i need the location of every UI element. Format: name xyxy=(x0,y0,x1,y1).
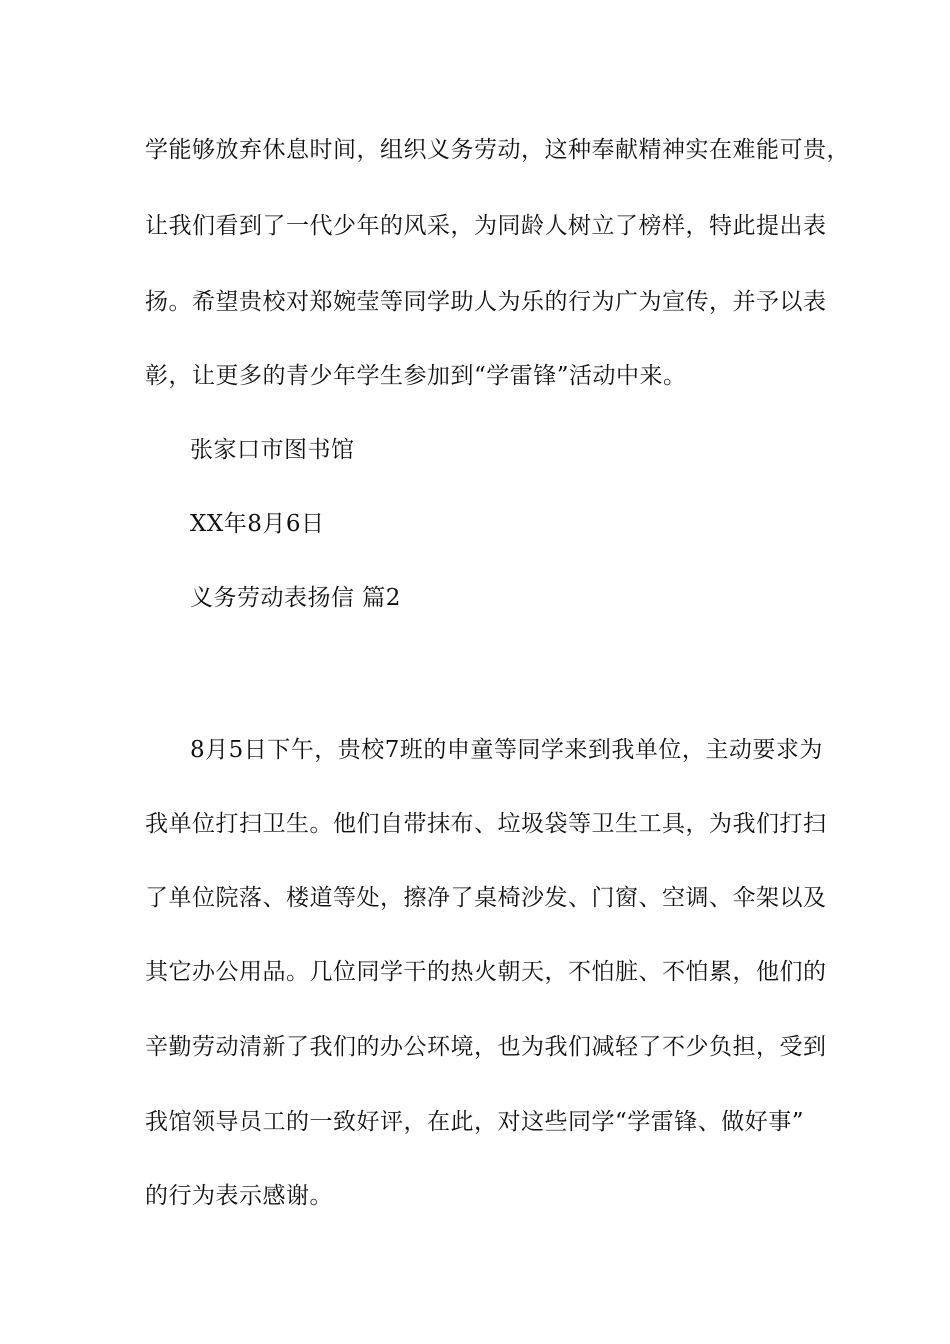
section-title: 义务劳动表扬信 篇2 xyxy=(190,585,401,611)
paragraph-2-line-5: 辛勤劳动清新了我们的办公环境，也为我们减轻了不少负担，受到 xyxy=(145,1034,827,1060)
paragraph-1-line-3: 扬。希望贵校对郑婉莹等同学助人为乐的行为广为宣传，并予以表 xyxy=(145,289,827,315)
paragraph-1-line-1: 学能够放弃休息时间，组织义务劳动，这种奉献精神实在难能可贵， xyxy=(145,137,850,163)
paragraph-2-line-6: 我馆领导员工的一致好评，在此，对这些同学“学雷锋、做好事” xyxy=(145,1109,805,1135)
paragraph-1-line-2: 让我们看到了一代少年的风采，为同龄人树立了榜样，特此提出表 xyxy=(145,213,827,239)
paragraph-2-line-2: 我单位打扫卫生。他们自带抹布、垃圾袋等卫生工具，为我们打扫 xyxy=(145,811,827,837)
signature-date: XX年8月6日 xyxy=(190,511,325,537)
signature-organization: 张家口市图书馆 xyxy=(190,437,355,463)
paragraph-2-line-1: 8月5日下午，贵校7班的申童等同学来到我单位，主动要求为 xyxy=(190,737,823,763)
paragraph-2-line-4: 其它办公用品。几位同学干的热火朝天，不怕脏、不怕累，他们的 xyxy=(145,959,827,985)
paragraph-2-line-3: 了单位院落、楼道等处，擦净了桌椅沙发、门窗、空调、伞架以及 xyxy=(145,885,827,911)
paragraph-1-line-4: 彰，让更多的青少年学生参加到“学雷锋”活动中来。 xyxy=(145,363,687,389)
paragraph-2-line-7: 的行为表示感谢。 xyxy=(145,1183,333,1209)
